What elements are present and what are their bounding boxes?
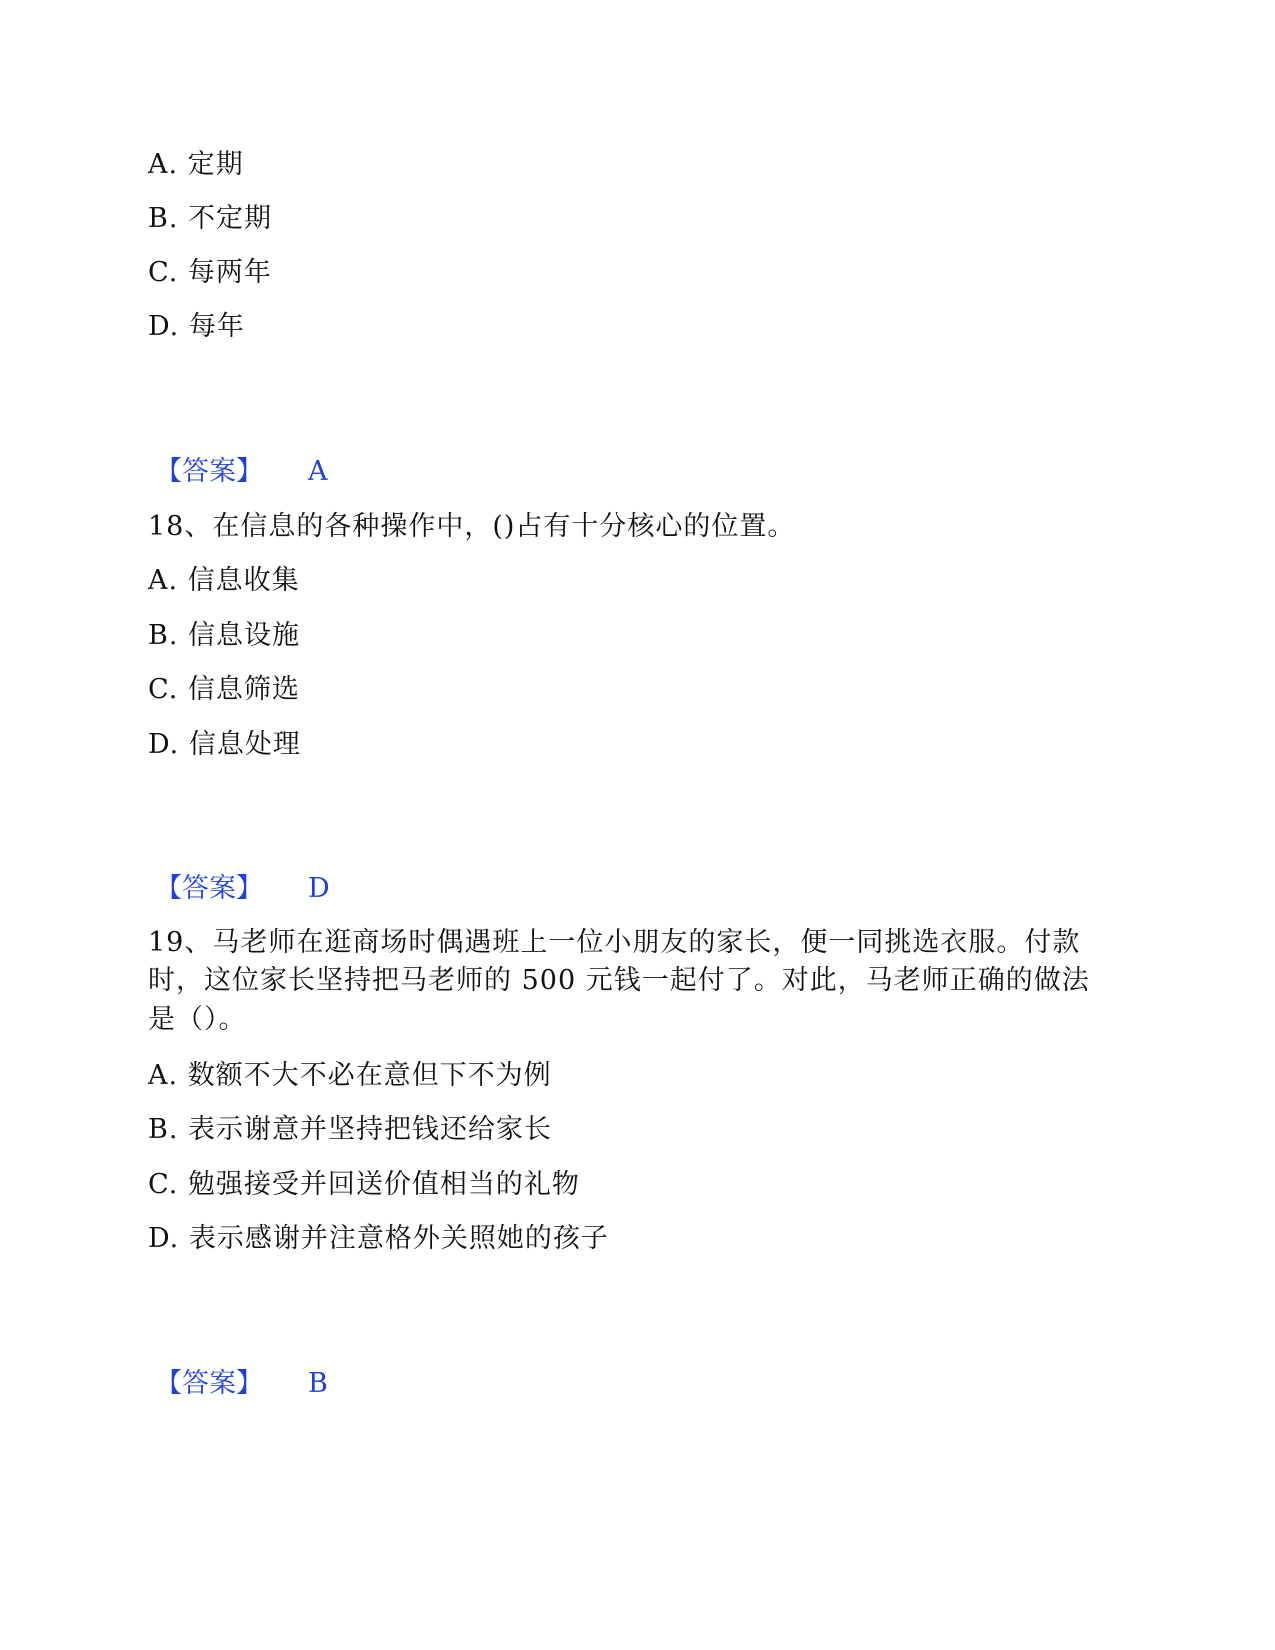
- q18-option-c: C. 信息筛选: [148, 674, 300, 705]
- q19-option-d: D. 表示感谢并注意格外关照她的孩子: [148, 1223, 609, 1254]
- q18-option-d: D. 信息处理: [148, 729, 301, 760]
- q18-answer-label: 【答案】: [155, 873, 263, 904]
- q19-stem-line-1: 19、马老师在逛商场时偶遇班上一位小朋友的家长，便一同挑选衣服。付款: [148, 927, 1081, 958]
- q19-answer: [155, 1367, 328, 1401]
- q17-answer-value: A: [308, 456, 328, 487]
- q19-option-b: B. 表示谢意并坚持把钱还给家长: [148, 1114, 553, 1145]
- q18-answer-value: D: [308, 873, 330, 904]
- q19-answer-label: 【答案】: [155, 1368, 263, 1399]
- q19-stem-line-3: 是（）。: [148, 1004, 247, 1035]
- q17-answer: [155, 455, 328, 489]
- q17-option-b: B. 不定期: [148, 203, 273, 234]
- q17-option-c: C. 每两年: [148, 257, 272, 288]
- q18-option-b: B. 信息设施: [148, 620, 301, 651]
- q17-answer-label: 【答案】: [155, 456, 263, 487]
- q18-stem: 18、在信息的各种操作中，()占有十分核心的位置。: [148, 511, 796, 542]
- q17-option-a: A. 定期: [148, 149, 244, 180]
- q17-option-d: D. 每年: [148, 311, 245, 342]
- q19-option-c: C. 勉强接受并回送价值相当的礼物: [148, 1169, 580, 1200]
- q18-answer: [155, 872, 330, 906]
- q19-answer-value: B: [308, 1368, 328, 1399]
- q19-option-a: A. 数额不大不必在意但下不为例: [148, 1060, 552, 1091]
- q18-option-a: A. 信息收集: [148, 565, 300, 596]
- q19-stem-line-2: 时，这位家长坚持把马老师的 500 元钱一起付了。对此，马老师正确的做法: [148, 965, 1090, 996]
